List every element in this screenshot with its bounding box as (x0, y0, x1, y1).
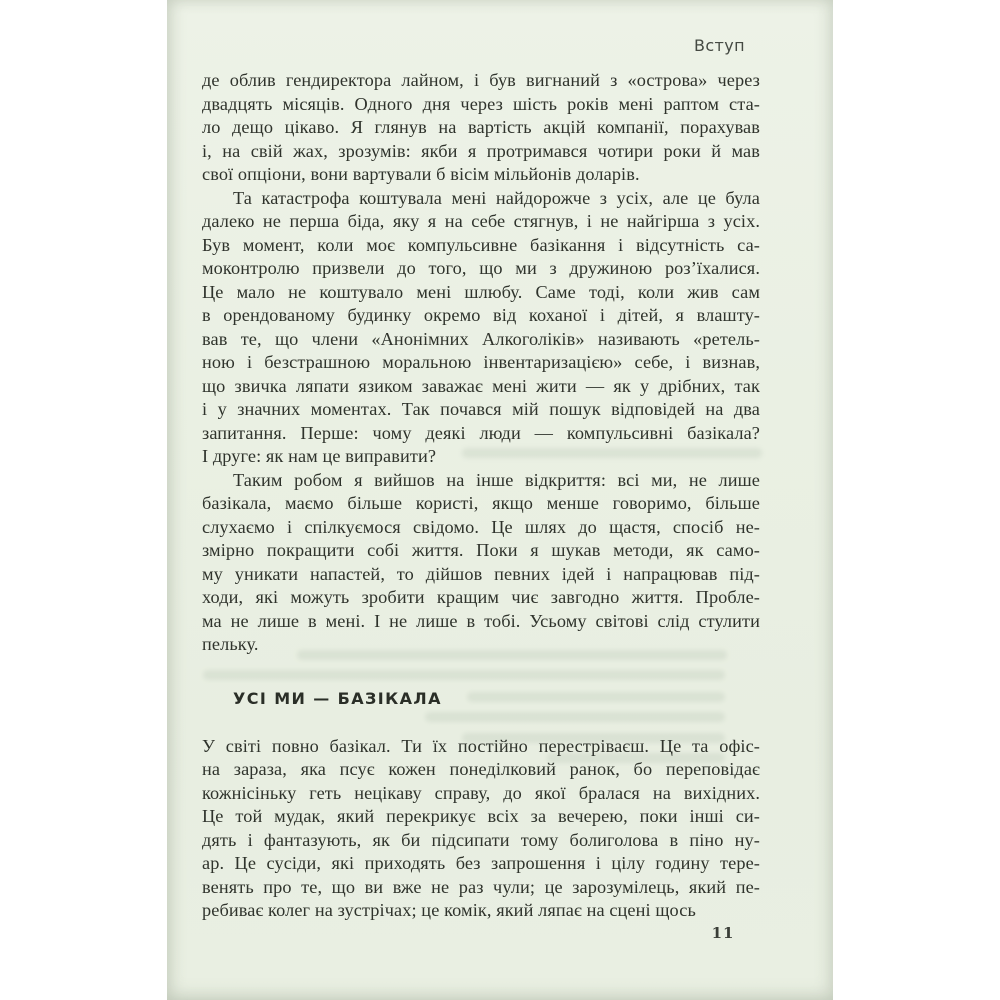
text-line: далеко не перша біда, яку я на себе стягнув, і не найгірша з усіх. (202, 211, 760, 231)
paragraph (202, 735, 760, 923)
section-paragraphs (202, 735, 760, 923)
text-line: і у значних моментах. Так почався мій пошук відповідей на два (202, 399, 760, 419)
body-text (202, 69, 760, 923)
text-line: кожнісіньку геть нецікаву справу, до якої бралася на вихідних. (202, 782, 760, 803)
text-line: де облив гендиректора лайном, і був вигнаний з «острова» через (202, 70, 760, 90)
text-line: в орендованому будинку окремо від коханої і дітей, я влашту- (202, 305, 760, 325)
text-line: моконтролю призвели до того, що ми з дружиною розʼїхалися. (202, 258, 760, 278)
text-line: двадцять місяців. Одного дня через шість років мені раптом ста- (202, 93, 760, 114)
text-line: му уникати напастей, то дійшов певних ідей і напрацював під- (202, 563, 760, 584)
text-line: дять і фантазують, як би підсипати тому болиголова в піно ну- (202, 829, 760, 850)
page-number: 11 (711, 924, 735, 942)
section-heading: УСІ МИ — БАЗІКАЛА (233, 688, 442, 708)
text-line: Та катастрофа коштувала мені найдорожче з усіх, але це була (233, 187, 760, 208)
text-line: Це той мудак, який перекрикує всіх за вечерею, поки інші си- (202, 806, 760, 826)
text-line: змірно покращити собі життя. Поки я шукав методи, як само- (202, 540, 760, 560)
book-page (167, 0, 833, 1000)
text-line: запитання. Перше: чому деякі люди — компульсивні базікала? (202, 422, 760, 443)
text-line: венять про те, що ви вже не раз чули; це зарозумілець, який пе- (202, 876, 760, 897)
text-line: ар. Це сусіди, які приходять без запрошення і цілу годину тере- (202, 853, 760, 873)
text-line: слухаємо і спілкуємося свідомо. Це шлях до щастя, спосіб не- (202, 516, 760, 537)
text-line: пельку. (202, 634, 259, 654)
paragraph (202, 69, 760, 187)
paragraph (202, 469, 760, 657)
text-line: свої опціони, вони вартували б вісім мільйонів доларів. (202, 164, 640, 184)
text-line: ребиває колег на зустрічах; це комік, який ляпає на сцені щось (202, 900, 696, 920)
text-line: і, на свій жах, зрозумів: якби я протримався чотири роки й мав (202, 140, 760, 161)
text-line: ма не лише в мені. І не лише в тобі. Усьому світові слід стулити (202, 610, 760, 631)
text-line: І друге: як нам це виправити? (202, 446, 437, 466)
paragraph (202, 187, 760, 469)
text-line: базікала, маємо більше користі, якщо менше говоримо, більше (202, 493, 760, 513)
text-line: Таким робом я вийшов на інше відкриття: всі ми, не лише (233, 469, 760, 490)
text-line: на зараза, яка псує кожен понеділковий ранок, бо переповідає (202, 759, 760, 779)
text-line: що звичка ляпати язиком заважає мені жити — як у дрібних, так (202, 375, 760, 396)
text-line: ходи, які можуть зробити кращим чиє завгодно життя. Пробле- (202, 587, 760, 607)
text-line: У світі повно базікал. Ти їх постійно перестріваєш. Це та офіс- (202, 735, 760, 756)
text-line: Це мало не коштувало мені шлюбу. Саме тоді, коли жив сам (202, 281, 760, 302)
text-line: Був момент, коли моє компульсивне базікання і відсутність са- (202, 234, 760, 255)
text-line: вав те, що члени «Анонімних Алкоголіків» називають «ретель- (202, 328, 760, 349)
text-line: ною і безстрашною моральною інвентаризацією» себе, і визнав, (202, 352, 760, 372)
text-line: ло дещо цікаво. Я глянув на вартість акцій компанії, порахував (202, 117, 760, 137)
intro-paragraphs (202, 69, 760, 657)
running-head: Вступ (693, 36, 745, 55)
